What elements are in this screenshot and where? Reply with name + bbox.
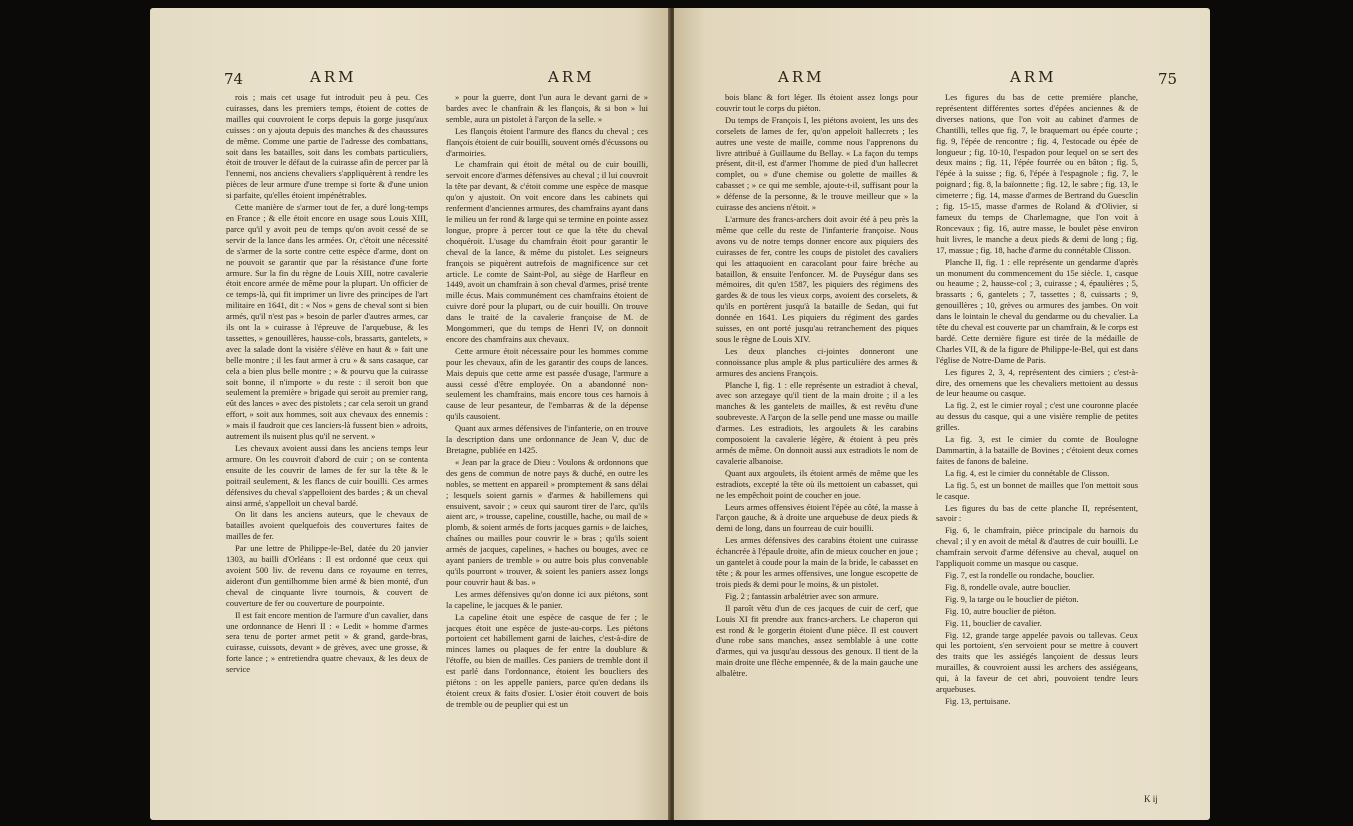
running-head-right-1: ARM xyxy=(778,68,825,86)
paragraph: Les figures 2, 3, 4, représentent des cimiers ; c'est-à-dire, des ornemens que les chevaliers mettoient au dessus de leur heaume ou casque. xyxy=(936,366,1138,399)
paragraph: Les figures du bas de cette première planche, représentent différentes sortes d'épées anciennes & de diverses nations, que l'on voit au cabinet d'armes de Chantilli, telles que fig. 7, le braquemart ou épée courte ; fig. 9, l'épée de rencontre ; fig. 4, l'estocade ou épée de longueur ; fig. 10-10, l'espadon pour lequel on se sert des deux mains ; fig. 11, l'épée fourrée ou en bâton ; fig. 5, l'épée à la suisse ; fig. 6, l'épée à l'espagnole ; fig. 7, le poignard ; fig. 8, la baïonnette ; fig. 12, le sabre ; fig. 13, le cimeterre ; fig. 14, masse d'armes de Bertrand du Guesclin ; fig. 15-15, masse d'armes de Roland & d'Olivier, si fameux du temps de Charlemagne, que l'on voit à Roncevaux ; fig. 16, autre masse, le boulet pèse environ huit livres, le manche a deux pieds & demi de long ; fig. 17, massue ; fig. 18, hache d'arme du connétable Clisson. xyxy=(936,92,1138,255)
running-head-left-1: ARM xyxy=(310,68,357,86)
paragraph: Fig. 13, pertuisane. xyxy=(945,695,1011,706)
paragraph: Fig. 9, la targe ou le bouclier de piéton. xyxy=(945,593,1079,604)
paragraph: Du temps de François I, les piétons avoient, les uns des corselets de lames de fer, qu'on appeloit hallecrets ; les autres une veste de maille, comme nous l'apprenons du livre attribué à Guillaume du Bellay. « La façon du temps présent, dit-il, est d'armer l'homme de pied d'un hallecret complet, ou » d'une chemise ou golette de mailles & cabasset ; » ce qui me semble, ajoute-t-il, suffisant pour la » défense de la personne, & le trouve meilleur que » la cuirasse des anciens n'étoit. » xyxy=(716,114,918,213)
paragraph: Cette armure étoit nécessaire pour les hommes comme pour les chevaux, afin de les garantir des coups de lances. Mais depuis que cette arme est passée d'usage, l'armure a aussi cessé d'être employée. On a abandonné non-seulement les chamfrains, mais encore tous ces harnois à cause de leur pesanteur, de l'embarras & de la dépense qu'ils causoient. xyxy=(446,345,648,422)
paragraph: Les armes défensives qu'on donne ici aux piétons, sont la capeline, le jacques & le panier. xyxy=(446,588,648,610)
paragraph: Planche II, fig. 1 : elle représente un gendarme d'après un monument du commencement du 15e siècle. 1, casque ou heaume ; 2, hausse-col ; 3, cuirasse ; 4, épaulières ; 5, brassarts ; 6, gantelets ; 7, tassettes ; 8, cuissarts ; 9, genouillères ; 10, grèves ou armures des jambes. On voit dans le lointain le cheval du gendarme ou du chevalier. La tête du cheval est couverte par un chamfrain, & le corps est bardé. Cette dernière figure est tirée de la médaille de Charles VII, & de la figure de Philippe-le-Bel, qui est dans l'église de Notre-Dame de Paris. xyxy=(936,256,1138,365)
paragraph: bois blanc & fort léger. Ils étoient assez longs pour couvrir tout le corps du piéton. xyxy=(716,92,918,113)
paragraph: Fig. 11, bouclier de cavalier. xyxy=(945,617,1042,628)
paragraph: Les deux planches ci-jointes donneront une connoissance plus ample & plus particulière des armes & armures des anciens François. xyxy=(716,345,918,378)
running-head-left-2: ARM xyxy=(548,68,595,86)
left-column-1 xyxy=(226,92,428,792)
paragraph: Fig. 6, le chamfrain, pièce principale du harnois du cheval ; il y en avoit de métal & d'autres de cuir bouilli. Le chamfrain servoit d'arme défensive au cheval, auquel on l'appliquoit comme un masque ou casque. xyxy=(936,525,1138,569)
paragraph: Il paroît vêtu d'un de ces jacques de cuir de cerf, que Louis XI fit prendre aux francs-archers. Le chaperon qui est rond & le gorgerin étoient d'une pièce. Il est couvert d'une robe sans manches, assez semblable à une cotte d'armes, qui va jusqu'au dessous des genoux. Il tient de la main droite une flèche empennée, & de la main gauche une albalètre. xyxy=(716,602,918,679)
paragraph: Il est fait encore mention de l'armure d'un cavalier, dans une ordonnance de Henri II : « Ledit » homme d'armes sera tenu de porter armet petit » & grand, garde-bras, cuirasse, cuissots, devant » de grèves, avec une grosse, & forte lance ; » entretiendra quatre chevaux, & les deux de service xyxy=(226,609,428,675)
right-page xyxy=(674,8,1210,820)
left-column-2 xyxy=(446,92,648,792)
paragraph: La fig. 5, est un bonnet de mailles que l'on mettoit sous le casque. xyxy=(936,479,1138,501)
paragraph: Les figures du bas de cette planche II, représentent, savoir : xyxy=(936,502,1138,524)
paragraph: Les chevaux avoient aussi dans les anciens temps leur armure. On les couvroit d'abord de cuir ; on se contenta ensuite de les couvrir de lames de fer sur la tête & le poitrail seulement, & les flancs de cuir bouilli. Ces armes défensives du cheval s'appelloient des bardes ; & un cheval ainsi armé, s'appelloit un cheval bardé. xyxy=(226,443,428,508)
left-page xyxy=(150,8,670,820)
paragraph: Fig. 8, rondelle ovale, autre bouclier. xyxy=(945,581,1071,592)
paragraph: » pour la guerre, dont l'un aura le devant garni de » bardes avec le chanfrain & les flançois, & si bon » lui semble, aura un pistolet à l'arçon de la selle. » xyxy=(446,92,648,124)
page-number-right: 75 xyxy=(1158,70,1178,88)
right-column-2 xyxy=(936,92,1138,792)
paragraph: La fig. 4, est le cimier du connétable de Clisson. xyxy=(945,467,1110,478)
paragraph: Quant aux argoulets, ils étoient armés de même que les estradiots, excepté la tête où ils mettoient un cabasset, qui ne les empêchoit point de coucher en joue. xyxy=(716,467,918,500)
paragraph: La fig. 3, est le cimier du comte de Boulogne Dammartin, à la bataille de Bovines ; c'étoient deux cornes faites de fanons de baleine. xyxy=(936,434,1138,466)
paragraph: Fig. 12, grande targe appelée pavois ou tallevas. Ceux qui les portoient, s'en servoient pour se mettre à couvert des traits que les assiégés lançoient de dessus leurs murailles, & couvroient aussi les archers des assiégeans, qui, à la faveur de cet abri, pouvoient tendre leurs arquebuses. xyxy=(936,629,1138,695)
page-number-left: 74 xyxy=(224,70,244,88)
paragraph: Le chamfrain qui étoit de métal ou de cuir bouilli, servoit encore d'armes défensives au cheval ; il lui couvroit la tête par devant, & c'étoit comme une espèce de masque qu'on y ajustoit. On voit encore dans les cabinets qui renferment d'anciennes armures, des chamfrains ayant dans le milieu un fer rond & large qui se termine en pointe assez longue, propre à percer tout ce que la tête du cheval choquéroit. L'usage du chamfrain étoit pour garantir le cheval de la lance, & même du pistolet. Les seigneurs françois se piquèrent autrefois de magnificence sur cet article. Le comte de Saint-Pol, au siège de Harfleur en 1449, avoit un chamfrain à son cheval d'armes, prisé trente mille écus. Mais communément ces chamfrains étoient de cuivre doré pour la plupart, ou de cuir bouilli. On trouve dans le traité de la cavalerie françoise de M. de Mongommeri, que du temps de Henri IV, on donnoit encore des chamfrains aux chevaux. xyxy=(446,159,648,344)
paragraph: Fig. 2 ; fantassin arbalétrier avec son armure. xyxy=(725,590,879,601)
paragraph: Les flançois étoient l'armure des flancs du cheval ; ces flançois étoient de cuir bouilli, souvent ornés d'écussons ou d'armoiries. xyxy=(446,125,648,158)
paragraph: L'armure des francs-archers doit avoir été à peu près la même que celle du reste de l'infanterie françoise. Nous avons vu de notre temps donner encore aux piquiers des cuirasses de fer, contre les coups de pistolet des cavaliers qui les attaquoient en caracolant pour faire brèche au bataillon, & ensuite l'enfoncer. M. de Puységur dans ses mémoires, dit qu'en 1587, les piquiers des régimens des gardes & de tous les vieux corps, avoient des corselets, & qu'ils en portèrent jusqu'à la bataille de Sedan, qui fut donnée en 1641. Les piquiers du régiment des gardes suisses, en ont porté jusqu'au retranchement des piques sous le règne de Louis XIV. xyxy=(716,213,918,344)
paragraph: On lit dans les anciens auteurs, que le chevaux de batailles avoient quelquefois des couvertures faites de mailles de fer. xyxy=(226,509,428,542)
paragraph: Par une lettre de Philippe-le-Bel, datée du 20 janvier 1303, au bailli d'Orléans : Il est ordonné que ceux qui avoient 500 liv. de revenu dans ce royaume en terres, aideront d'un gentilhomme bien armé & bien monté, d'un cheval de cinquante livre tournois, & couvert de couverture de fer ou couverture de pourpointe. xyxy=(226,543,428,608)
paragraph: rois ; mais cet usage fut introduit peu à peu. Ces cuirasses, dans les premiers temps, étoient de cottes de mailles qui couvroient le corps depuis la gorge jusqu'aux cuisses : on y ajouta depuis des manches & des chaussures de même. Comme une partie de l'adresse des combattans, soit dans les batailles, soit dans les combats particuliers, étoit de trouver le défaut de la cuirasse afin de percer par là l'ennemi, nos anciens chevaliers s'appliquèrent à rendre les pièces de leur armure d'une trempe si forte & d'une union si parfaite, qu'elles étoient impénétrables. xyxy=(226,92,428,201)
paragraph: Fig. 10, autre bouclier de piéton. xyxy=(945,605,1056,616)
paragraph: Les armes défensives des carabins étoient une cuirasse échancrée à l'épaule droite, afin de mieux coucher en joue ; un gantelet à coude pour la main de la bride, le cabasset en tête ; & pour les armes offensives, une longue escopette de trois pieds & demi pour le moins, & un pistolet. xyxy=(716,535,918,589)
paragraph: La fig. 2, est le cimier royal ; c'est une couronne placée au dessus du casque, qui a une visière remplie de petites grilles. xyxy=(936,400,1138,433)
paragraph: Quant aux armes défensives de l'infanterie, on en trouve la description dans une ordonnance de Jean V, duc de Bretagne, publiée en 1425. xyxy=(446,423,648,455)
paragraph: « Jean par la grace de Dieu : Voulons & ordonnons que des gens de commun de notre pays & duché, en outre les nobles, se mettent en appareil » promptement & sans délai ; lesquels soient garnis » d'armes & habillemens qui ensuivent, savoir ; » ceux qui sauront tirer de l'arc, qu'ils aient arc, » trousse, capeline, coustille, hache, ou mail de » plomb, & soient armés de forts jacques garnis » de laiches, chaînes ou mailles pour couvrir le » bras ; qu'ils soient armés de jacques, capelines, » haches ou bouges, avec ce ayant paniers de tremble » ou autre bois plus convenable qu'ils pourront » trouver, & soient les paniers assez longs pour couvrir haut & bas. » xyxy=(446,456,648,587)
paragraph: Planche I, fig. 1 : elle représente un estradiot à cheval, avec son arzegaye qu'il tient de la main droite ; il a les manches & les gantelets de mailles, & est revêtu d'une soubreveste. A l'arçon de la selle pend une masse ou maille d'armes. Les estradiots, les argoulets & les carabins composoient la cavalerie légère, & étoient à peu près armés de même. On donnoit aussi aux estradiots le nom de cavalerie albanoise. xyxy=(716,379,918,466)
paragraph: Leurs armes offensives étoient l'épée au côté, la masse à l'arçon gauche, & à droite une arquebuse de deux pieds & demi de long, dans un fourreau de cuir bouilli. xyxy=(716,501,918,534)
catchword: K ij xyxy=(1144,794,1158,804)
paragraph: Fig. 7, est la rondelle ou rondache, bouclier. xyxy=(945,569,1095,580)
right-column-1 xyxy=(716,92,918,792)
running-head-right-2: ARM xyxy=(1010,68,1057,86)
paragraph: La capeline étoit une espèce de casque de fer ; le jacques étoit une espèce de juste-au-corps. Les piétons portoient cet habillement garni de laiches, c'est-à-dire de minces lames ou plaques de fer entre la doublure & l'étoffe, ou bien de mailles. Ces paniers de tremble dont il est parlé dans l'ordonnance, étoient les boucliers des piétons : on les appelle paniers, parce qu'en dedans ils étoient creux & faits d'osier. L'osier étoit couvert de bois de tremble ou de peuplier qui est un xyxy=(446,611,648,709)
paragraph: Cette manière de s'armer tout de fer, a duré long-temps en France ; & elle étoit encore en usage sous Louis XIII, parce qu'il y avoit peu de temps qu'on avoit cessé de se servir de la lance dans les armées. Or, c'étoit une nécessité de s'armer de la sorte contre cette espèce d'arme, dont on ne pouvoit se garantir que par la résistance d'une forte armure. Sur la fin du règne de Louis XIII, notre cavalerie étoit encore armée de même pour la plupart. Un officier de ce temps-là, qui fit imprimer un livre des principes de l'art militaire en 1641, dit : « Nos » gens de cheval sont si bien armés, qu'il n'est pas » besoin de parler d'autres armes, car ils ont la » cuirasse à l'épreuve de l'arquebuse, & les tassettes, » genouillères, hausse-cols, brassarts, gantelets, » avec la salade dont la visière s'élève en haut & » fait une belle montre ; il les faut armer à cru » & sans casaque, car cela a bien plus belle montre ; » & pourvu que la cuirasse soit bonne, il n'importe » du reste : il seroit bon que seulement la première » brigade qui seroit au premier rang, eût des lances » avec des pistolets ; car cela seroit un grand effort, » soit aux hommes, soit aux chevaux des ennemis : » mais il faudroit que ces lanciers-là fussent bien » adroits, autrement ils nuisent plus qu'il ne servent. » xyxy=(226,202,428,442)
